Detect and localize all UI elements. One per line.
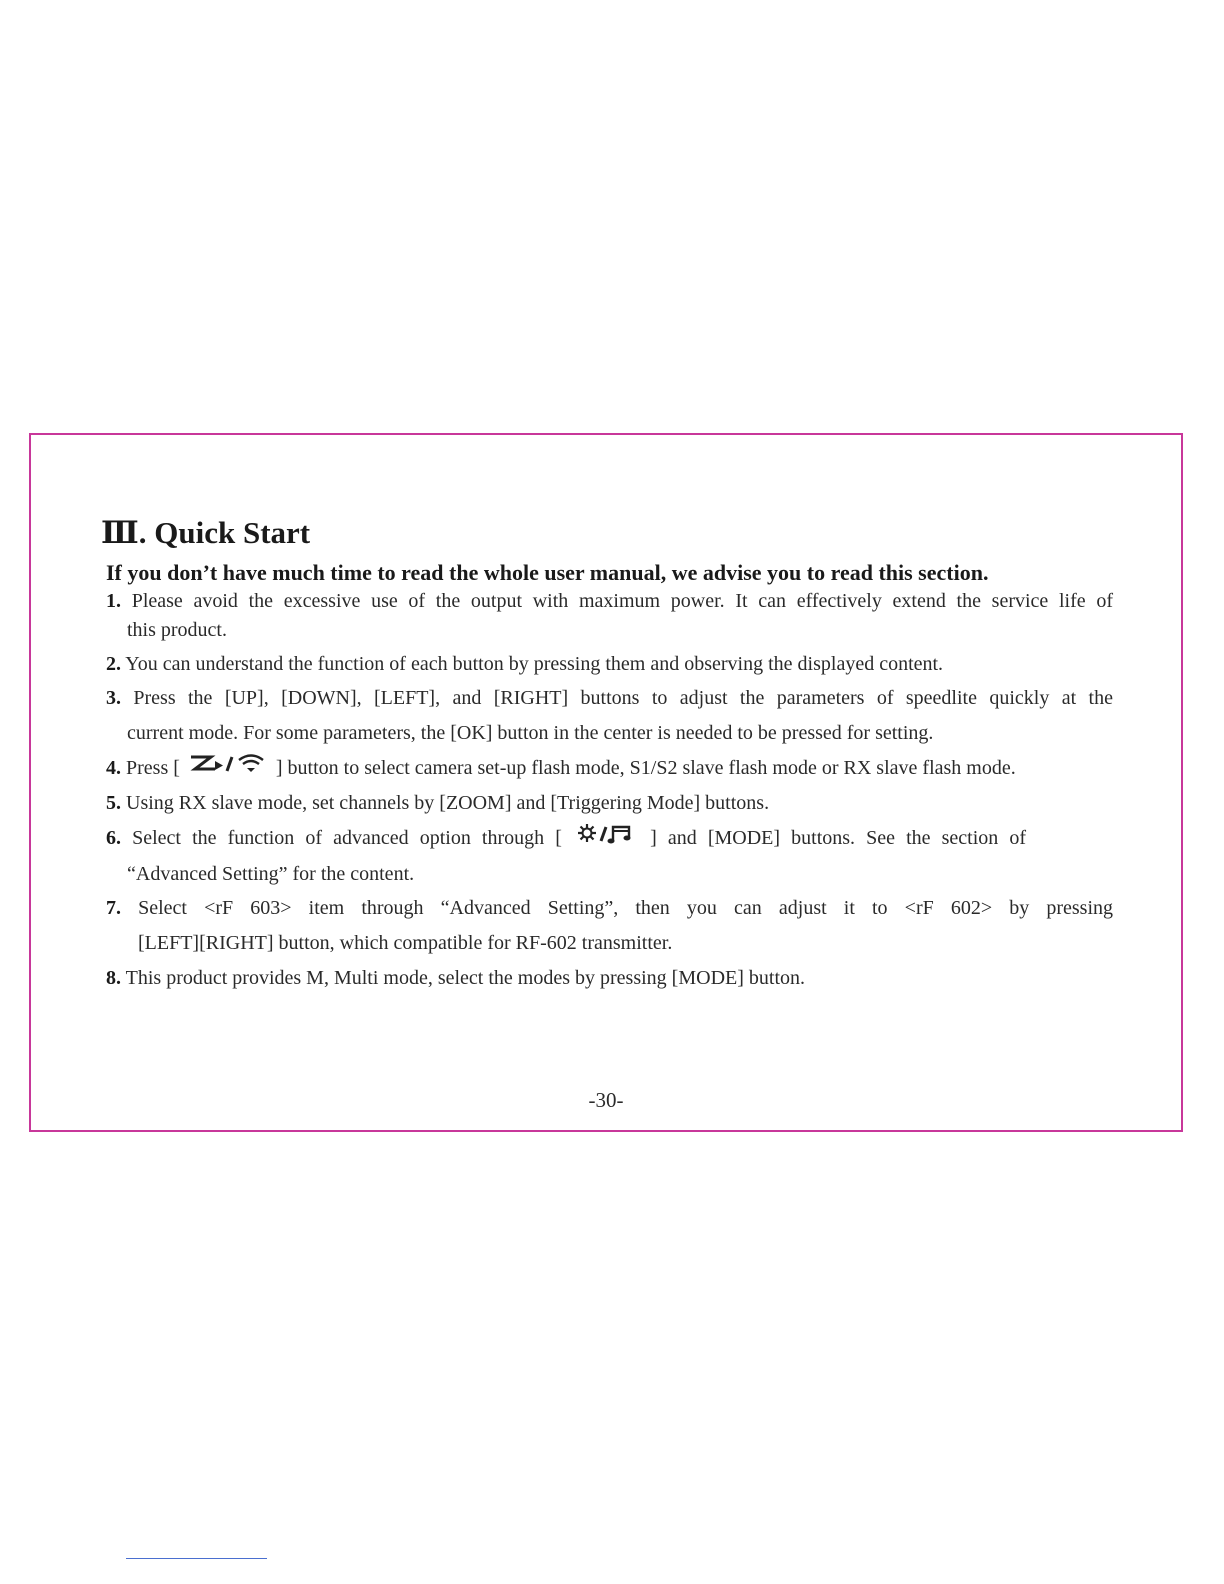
section-subtitle: If you don’t have much time to read the whole user manual, we advise you to read this section. [106, 560, 989, 585]
list-item-3 [106, 681, 1113, 751]
zoom-wireless-icon [185, 751, 271, 787]
item-number: 4. [106, 757, 121, 779]
item-text: Press [ [126, 757, 180, 779]
light-sound-icon [573, 821, 639, 857]
list-item-1 [106, 587, 1113, 645]
item-text: ] button to select camera set-up flash mode, S1/S2 slave flash mode or RX slave flash mode. [275, 757, 1016, 779]
item-text: Using RX slave mode, set channels by [ZOOM] and [Triggering Mode] buttons. [126, 792, 770, 814]
footnote-rule [126, 1558, 267, 1559]
item-number: 8. [106, 967, 121, 989]
list-item-7 [106, 891, 1113, 961]
item-number: 6. [106, 827, 121, 849]
item-number: 2. [106, 653, 121, 675]
item-text-continued: this product. [127, 619, 227, 641]
item-text: This product provides M, Multi mode, select the modes by pressing [MODE] button. [125, 967, 805, 989]
item-text-continued: [LEFT][RIGHT] button, which compatible for RF-602 transmitter. [138, 932, 673, 954]
list-item-6 [106, 821, 1026, 892]
item-text: ] and [MODE] buttons. See the section of [650, 827, 1027, 849]
item-number: 5. [106, 792, 121, 814]
item-text-continued: “Advanced Setting” for the content. [127, 863, 415, 886]
item-number: 3. [106, 687, 121, 709]
item-text: Please avoid the excessive use of the output with maximum power. It can effectively extend the service life of [131, 590, 1114, 612]
page-number: -30- [588, 1088, 624, 1112]
list-item-5 [106, 786, 1113, 821]
item-text: Select the function of advanced option through [ [132, 827, 562, 849]
list-item-4 [106, 751, 1113, 787]
list-item-8 [106, 961, 1113, 996]
item-text: Press the [UP], [DOWN], [LEFT], and [RIGHT] buttons to adjust the parameters of speedlite quickly at the [133, 687, 1113, 709]
list-item-2 [106, 647, 1113, 682]
item-text: Select <rF 603> item through “Advanced Setting”, then you can adjust it to <rF 602> by pressing [138, 897, 1114, 919]
section-title: Ⅲ. Quick Start [101, 515, 311, 550]
item-text-continued: current mode. For some parameters, the [OK] button in the center is needed to be pressed for setting. [127, 722, 934, 744]
item-text: You can understand the function of each button by pressing them and observing the displayed content. [125, 653, 944, 675]
item-number: 1. [106, 590, 121, 612]
item-number: 7. [106, 897, 121, 919]
page-frame [29, 433, 1183, 1132]
